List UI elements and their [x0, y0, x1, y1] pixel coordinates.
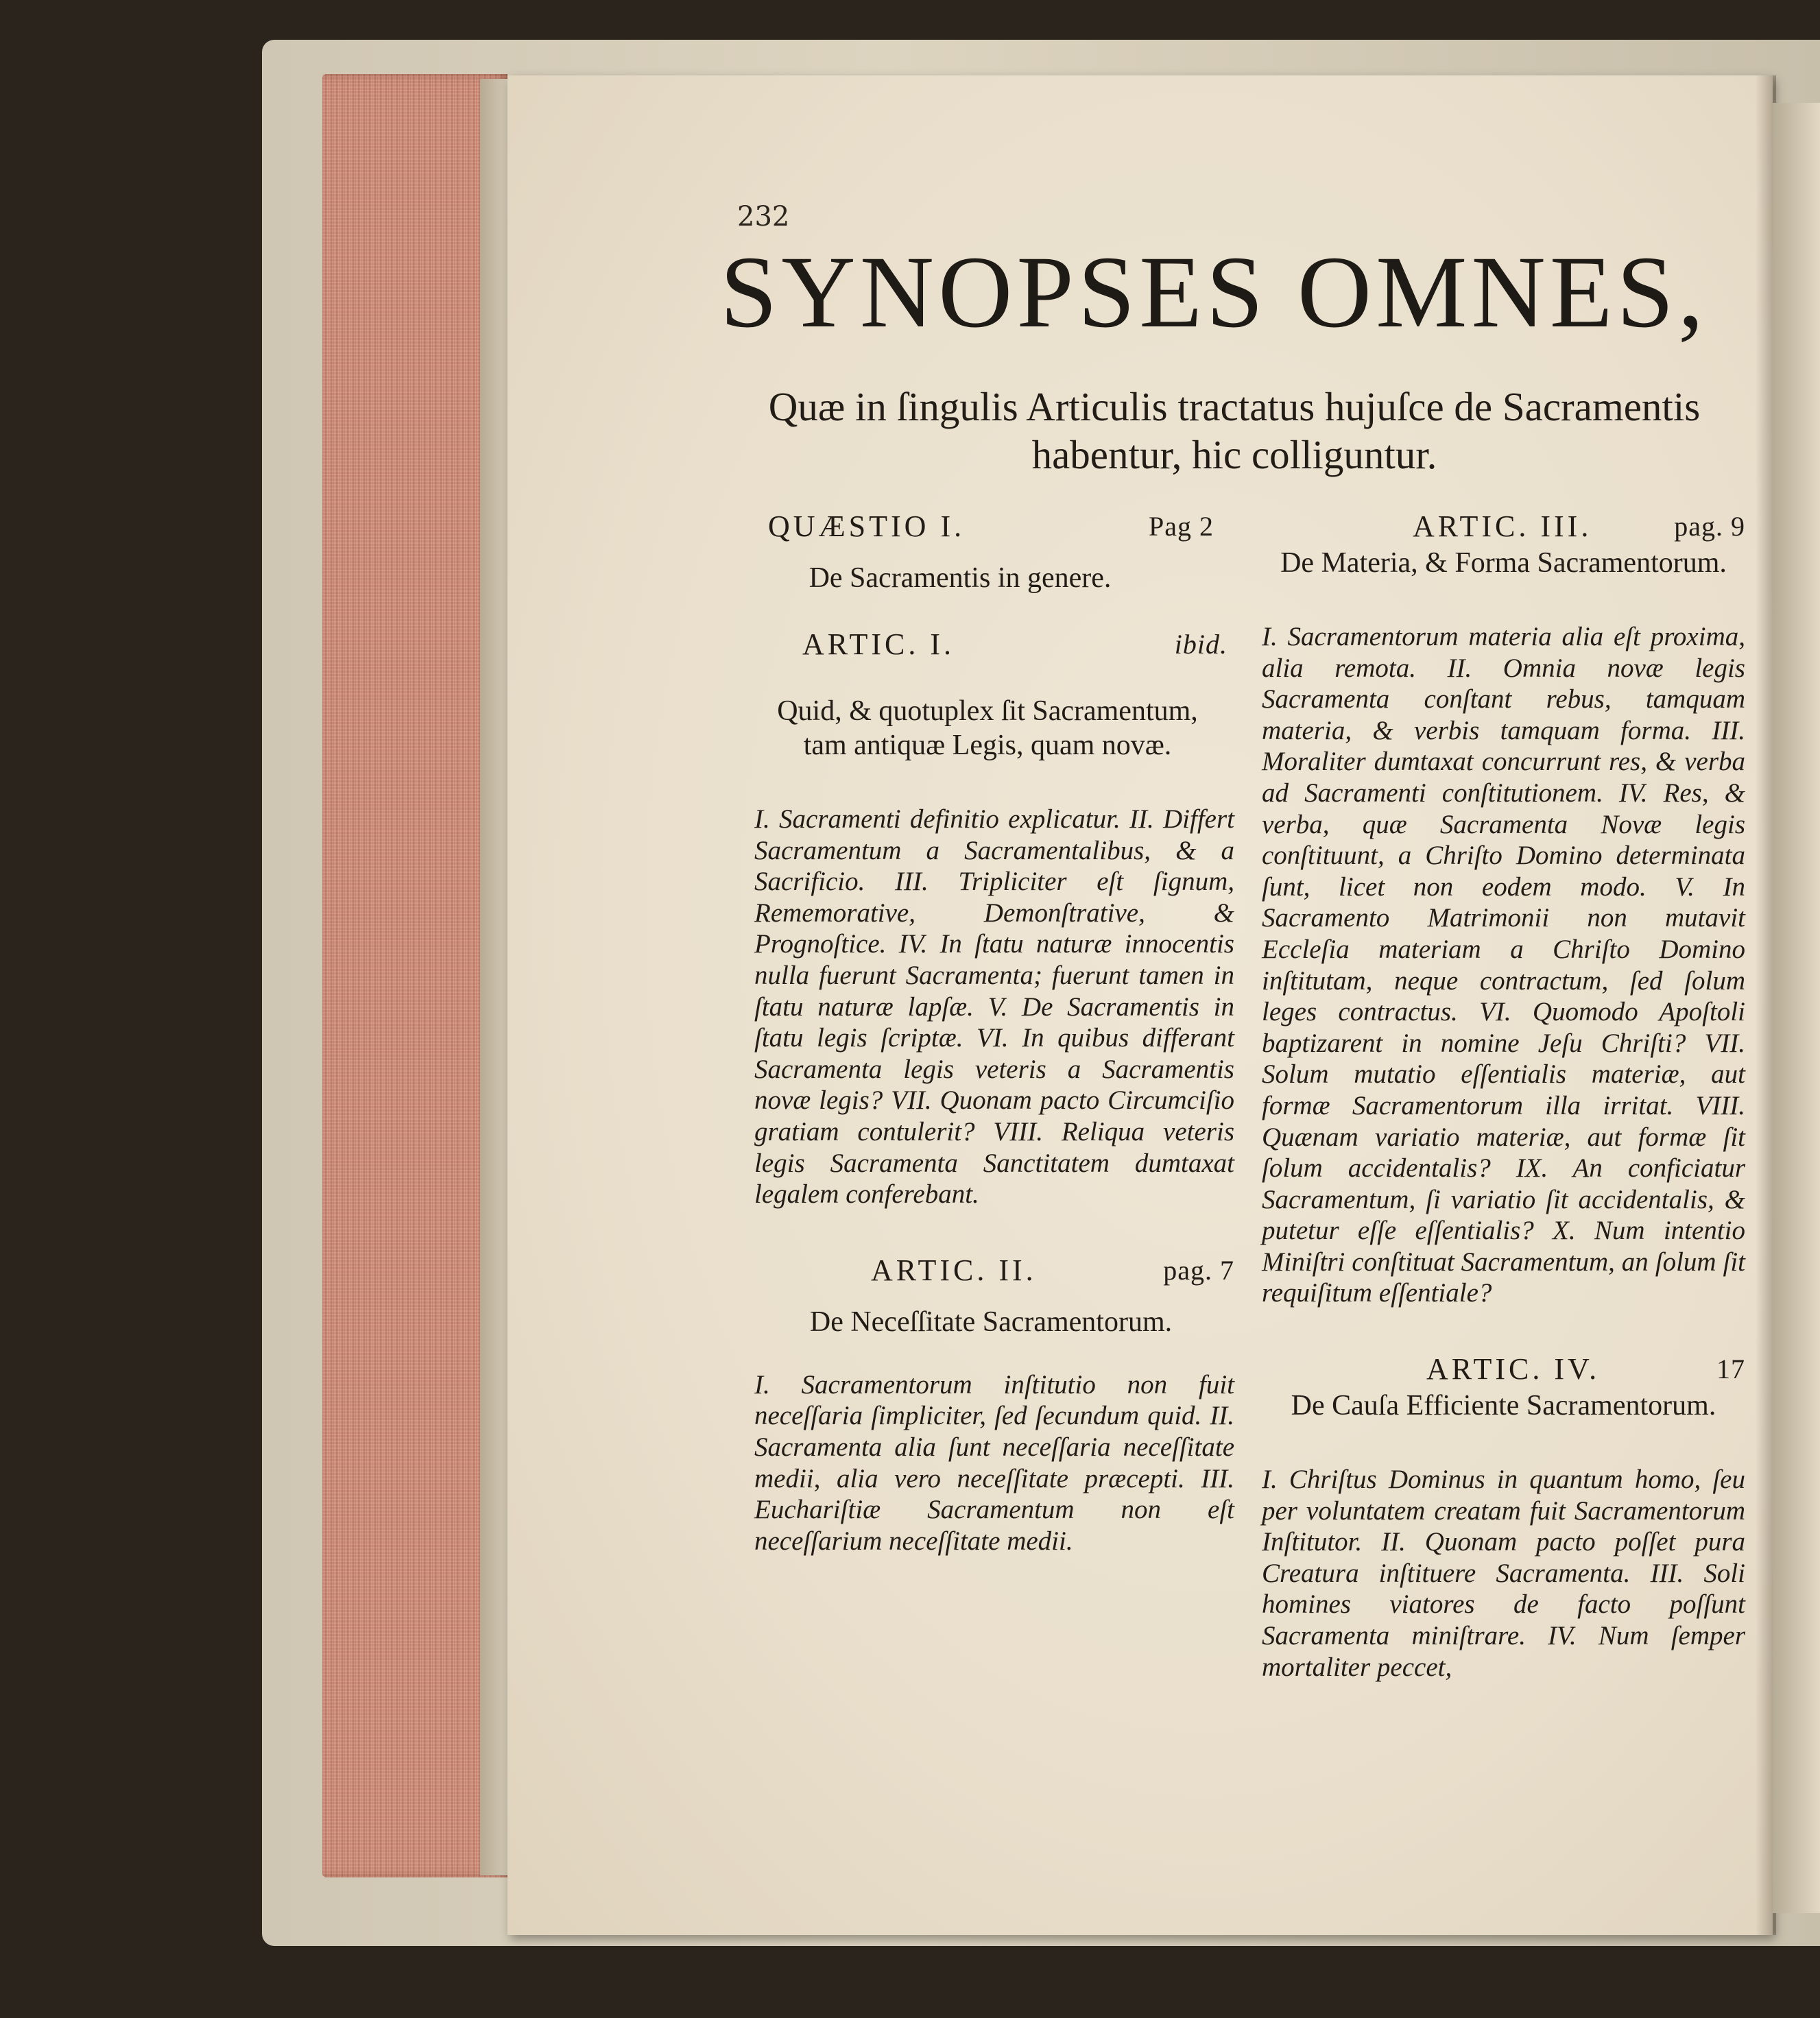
page-subtitle: Quæ in ſingulis Articulis tractatus hujuſce de Sacramentis habentur, hic colliguntur. [768, 384, 1701, 477]
artic1-title: Quid, & quotuplex ſit Sacramentum, tam antiquæ Legis, quam novæ. [777, 695, 1198, 761]
artic4-heading [1262, 1350, 1745, 1389]
left-column [727, 507, 1234, 1557]
artic1-label: ARTIC. I. [802, 627, 955, 661]
artic2-ref: pag. 7 [1163, 1254, 1234, 1286]
page-number: 232 [737, 201, 790, 232]
artic2-title: De Neceſſitate Sacramentorum. [809, 1306, 1173, 1338]
artic4-ref: 17 [1716, 1354, 1745, 1385]
artic4-body: I. Chriſtus Dominus in quantum homo, ſeu per voluntatem creatam fuit Sacramentorum Inſtitutor. II. Quonam pacto poſſet pura Creatura inſtituere Sacramenta. III. Soli homines viatores de facto poſſunt Sacramenta miniſtrare. IV. Num ſemper mortaliter peccet, [1262, 1465, 1745, 1682]
artic2-label: ARTIC. II. [871, 1253, 1037, 1287]
artic3-heading [1262, 507, 1745, 546]
quaestio-ref: Pag 2 [1149, 511, 1214, 542]
artic4-label: ARTIC. IV. [1426, 1352, 1601, 1386]
facing-page-edge [1773, 103, 1820, 1913]
artic2-heading [727, 1251, 1234, 1290]
artic4-title: De Cauſa Efficiente Sacramentorum. [1291, 1390, 1716, 1422]
quaestio-title: De Sacramentis in genere. [809, 562, 1112, 594]
quaestio-heading [727, 507, 1234, 546]
artic3-title: De Materia, & Forma Sacramentorum. [1280, 547, 1727, 579]
page-title: SYNOPSES OMNES, [720, 235, 1708, 349]
artic2-body: I. Sacramentorum inſtitutio non fuit neceſſaria ſimpliciter, ſed ſecundum quid. II. Sacramenta alia ſunt neceſſaria neceſſitate medii, alia vero neceſſitate præcepti. III. Euchariſtiæ Sacramentum non eſt neceſſarium neceſſitate medii. [754, 1369, 1234, 1556]
artic3-ref: pag. 9 [1674, 511, 1745, 542]
artic1-body: I. Sacramenti definitio explicatur. II. Differt Sacramentum a Sacramentalibus, & a Sacrificio. III. Tripliciter eſt ſignum, Rememorative, Demonſtrative, & Prognoſtice. IV. In ſtatu naturæ innocentis nulla fuerunt Sacramenta; fuerunt tamen in ſtatu naturæ lapſæ. V. De Sacramentis in ſtatu legis ſcriptæ. VI. In quibus differant Sacramenta legis veteris a Sacramentis novæ legis? VII. Quonam pacto Circumciſio gratiam contulerit? VIII. Reliqua veteris legis Sacramenta Sanctitatem dumtaxat legalem conferebant. [754, 804, 1234, 1210]
right-column [1262, 507, 1745, 1683]
artic3-label: ARTIC. III. [1413, 509, 1592, 543]
artic1-ref: ibid. [1174, 629, 1228, 660]
quaestio-label: QUÆSTIO I. [768, 509, 966, 543]
artic3-body: I. Sacramentorum materia alia eſt proxima, alia remota. II. Omnia novæ legis Sacramenta conſtant rebus, tamquam materia, & verbis tamquam forma. III. Moraliter dumtaxat concurrunt res, & verba ad Sacramenti conſtitutionem. IV. Res, & verba, quæ Sacramenta Novæ legis conſtituunt, a Chriſto Domino determinata ſunt, licet non eodem modo. V. In Sacramento Matrimonii non mutavit Eccleſia materiam a Chriſto Domino inſtitutam, neque contractum, ſed ſolum leges contractus. VI. Quomodo Apoſtoli baptizarent in nomine Jeſu Chriſti? VII. Solum mutatio eſſentialis materiæ, aut formæ Sacramentorum illa irritat. VIII. Quænam variatio materiæ, aut formæ ſit ſolum accidentalis? IX. An conficiatur Sacramentum, ſi variatio ſit accidentalis, & putetur eſſe eſſentialis? X. Num intentio Miniſtri conſtituat Sacramentum, an ſolum ſit requiſitum eſſentiale? [1262, 622, 1745, 1308]
artic1-heading [727, 625, 1234, 664]
